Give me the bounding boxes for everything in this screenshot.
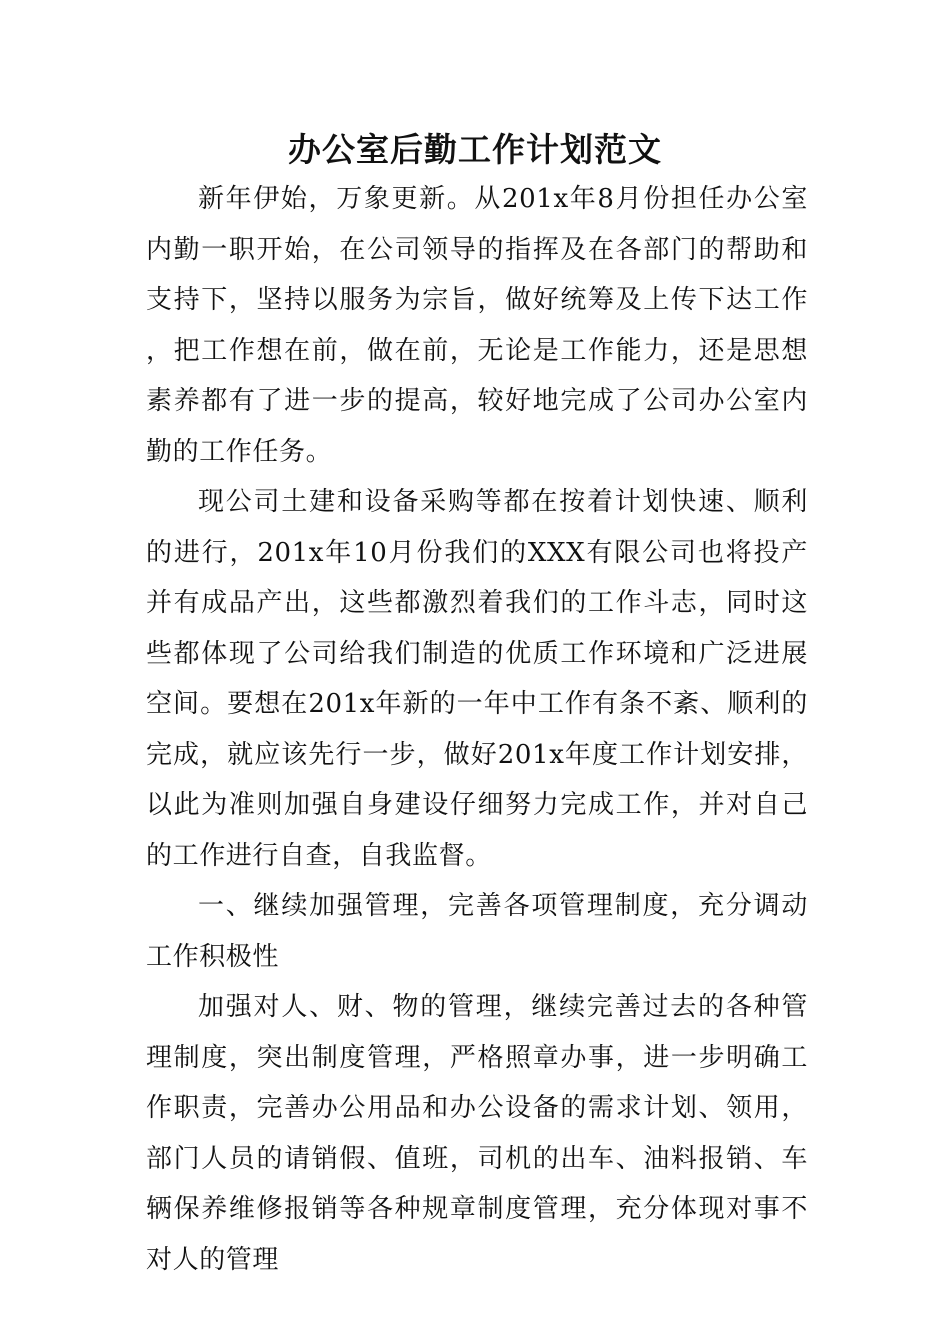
paragraph-intro: 新年伊始，万象更新。从201x年8月份担任办公室内勤一职开始，在公司领导的指挥及在各部门的帮助和支持下，坚持以服务为宗旨，做好统筹及上传下达工作 ，把工作想在前，做在前，无论是工作能力，还是思想素养都有了进一步的提高，较好地完成了公司办公室内勤的工作任务。 <box>146 184 808 467</box>
document-title: 办公室后勤工作计划范文 <box>288 130 662 169</box>
paragraph-management: 加强对人、财、物的管理，继续完善过去的各种管理制度，突出制度管理，严格照章办事，进一步明确工作职责，完善办公用品和办公设备的需求计划、领用，部门人员的请销假、值班，司机的出车、油料报销、车辆保养维修报销等各种规章制度管理，充分体现对事不对人的管理 <box>146 992 808 1275</box>
paragraph-background: 现公司土建和设备采购等都在按着计划快速、顺利的进行，201x年10月份我们的XXX有限公司也将投产并有成品产出，这些都激烈着我们的工作斗志，同时这些都体现了公司给我们制造的优质工作环境和广泛进展空间。要想在201x年新的一年中工作有条不紊、顺利的完成，就应该先行一步，做好201x年度工作计划安排，以此为准则加强自身建设仔细努力完成工作，并对自己的工作进行自查，自我监督。 <box>146 487 808 871</box>
document-body <box>146 174 808 1285</box>
section-heading-1: 一、继续加强管理，完善各项管理制度，充分调动工作积极性 <box>146 891 808 972</box>
